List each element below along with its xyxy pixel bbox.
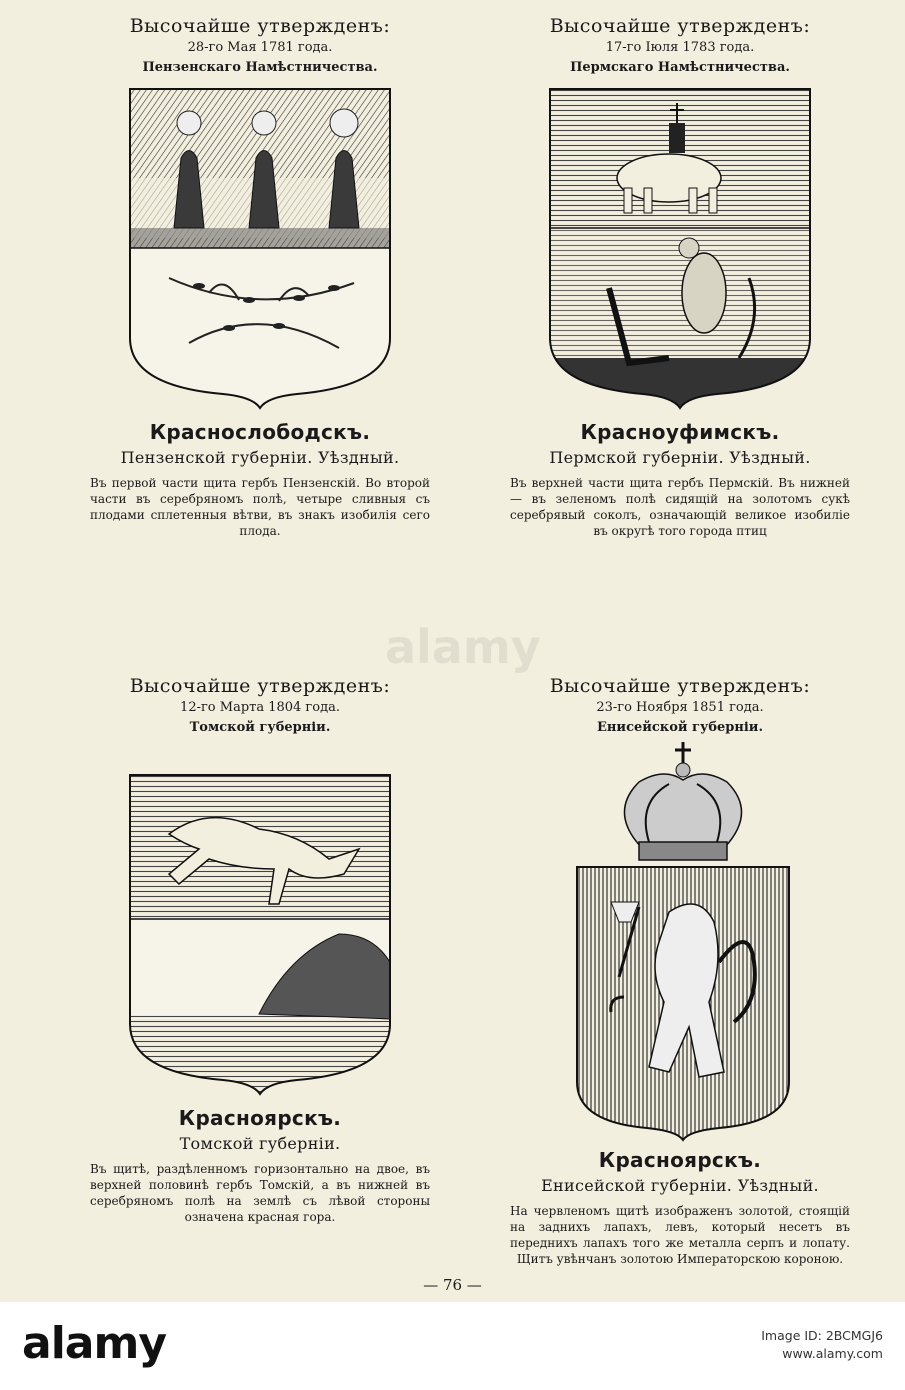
town-name: Красноярскъ. xyxy=(598,1148,762,1172)
shield-image xyxy=(129,774,391,1096)
institution: Томской губерніи. xyxy=(189,720,331,735)
blazon-description: На червленомъ щитѣ изображенъ золотой, стоящій на заднихъ лапахъ, левъ, который несетъ въ переднихъ лапахъ того же металла серпъ и лопату. Щитъ увѣнчанъ золотою Императорскою короною. xyxy=(510,1204,850,1266)
approved-heading: Высочайше утвержденъ: xyxy=(129,675,391,697)
shield-image xyxy=(129,88,391,410)
image-id: Image ID: 2BCMGJ6 xyxy=(761,1328,883,1343)
approval-date: 12-го Марта 1804 года. xyxy=(180,700,340,715)
krasnoufimsk-coat-of-arms-icon xyxy=(549,88,811,410)
page-number: — 76 — xyxy=(423,1276,482,1294)
gubernia-line: Пензенской губерніи. Уѣздный. xyxy=(120,448,400,467)
site-url[interactable]: www.alamy.com xyxy=(782,1346,883,1361)
footer-info xyxy=(761,1327,883,1363)
institution: Пензенскаго Намѣстничества. xyxy=(142,60,378,75)
blazon-description: Въ щитѣ, раздѣленномъ горизонтально на двое, въ верхней половинѣ гербъ Томскій, а въ нижней въ серебряномъ полѣ на землѣ съ лѣвой стороны означена красная гора. xyxy=(90,1162,430,1224)
shield-image xyxy=(549,88,811,410)
gubernia-line: Енисейской губерніи. Уѣздный. xyxy=(541,1176,819,1195)
coat-panel-krasnoslobodsk xyxy=(80,14,440,539)
shield-image xyxy=(549,742,811,1142)
watermark: alamy xyxy=(385,620,541,674)
blazon-description: Въ верхней части щита гербъ Пермскій. Въ нижней — въ зеленомъ полѣ сидящій на золотомъ сукѣ серебрявый соколъ, означающій великое изобиліе въ округѣ того города птиц xyxy=(510,476,850,538)
gubernia-line: Пермской губерніи. Уѣздный. xyxy=(549,448,811,467)
approved-heading: Высочайше утвержденъ: xyxy=(129,15,391,37)
approved-heading: Высочайше утвержденъ: xyxy=(549,675,811,697)
approval-date: 23-го Ноября 1851 года. xyxy=(596,700,764,715)
coat-panel-krasnoyarsk-yenisei xyxy=(500,674,860,1267)
town-name: Краснослободскъ. xyxy=(149,420,371,444)
coat-panel-krasnoyarsk-tomsk xyxy=(80,674,440,1225)
approval-date: 17-го Іюля 1783 года. xyxy=(605,40,755,55)
imperial-crown-icon xyxy=(624,742,741,860)
institution: Енисейской губерніи. xyxy=(597,720,763,735)
krasnoyarsk-tomsk-coat-of-arms-icon xyxy=(129,774,391,1096)
alamy-logo[interactable]: alamy xyxy=(22,1318,166,1369)
town-name: Красноярскъ. xyxy=(178,1106,342,1130)
gubernia-line: Томской губерніи. xyxy=(179,1134,341,1153)
coat-panel-krasnoufimsk xyxy=(500,14,860,539)
krasnoslobodsk-coat-of-arms-icon xyxy=(129,88,391,410)
institution: Пермскаго Намѣстничества. xyxy=(570,60,790,75)
town-name: Красноуфимскъ. xyxy=(580,420,780,444)
krasnoyarsk-yenisei-coat-of-arms-icon xyxy=(549,742,811,1142)
approval-date: 28-го Мая 1781 года. xyxy=(187,40,333,55)
blazon-description: Въ первой части щита гербъ Пензенскій. Во второй части въ серебряномъ полѣ, четыре сливныя съ плодами сплетенныя вѣтви, въ знакъ изобилія сего плода. xyxy=(90,476,430,538)
approved-heading: Высочайше утвержденъ: xyxy=(549,15,811,37)
